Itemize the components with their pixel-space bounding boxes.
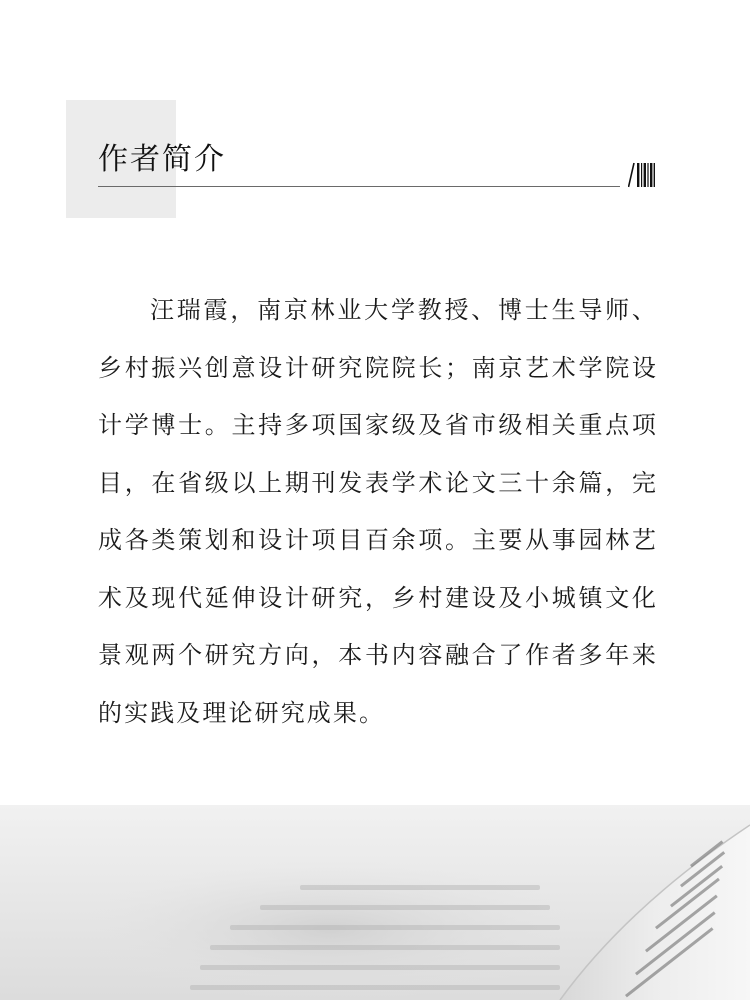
barcode-icon [628, 162, 656, 188]
section-title: 作者简介 [98, 142, 226, 177]
open-book-photo [0, 805, 750, 1000]
heading-underline [98, 186, 620, 187]
author-bio-paragraph: 汪瑞霞，南京林业大学教授、博士生导师、乡村振兴创意设计研究院院长；南京艺术学院设计学博士。主持多项国家级及省市级相关重点项目，在省级以上期刊发表学术论文三十余篇，完成各类策划和设计项目百余项。主要从事园林艺术及现代延伸设计研究，乡村建设及小城镇文化景观两个研究方向，本书内容融合了作者多年来的实践及理论研究成果。 [98, 296, 658, 727]
